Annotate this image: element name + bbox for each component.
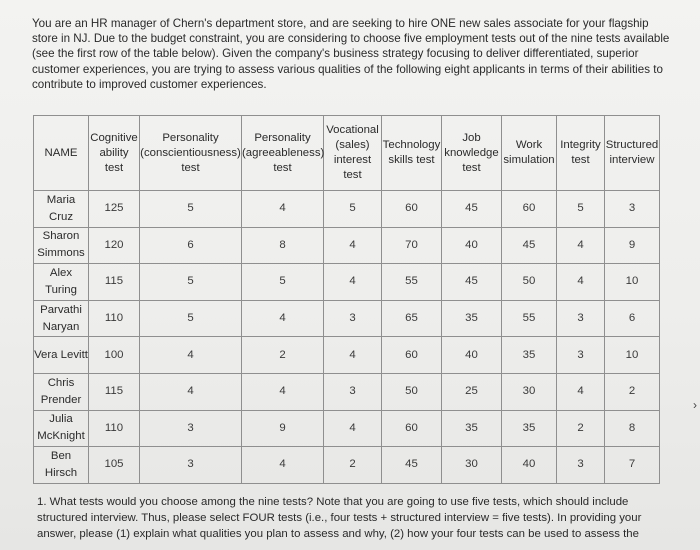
score-cell: 50 xyxy=(502,264,557,301)
score-cell: 100 xyxy=(89,337,140,374)
score-cell: 2 xyxy=(557,410,605,447)
score-cell: 10 xyxy=(605,264,660,301)
score-cell: 4 xyxy=(242,373,324,410)
score-cell: 45 xyxy=(442,264,502,301)
table-row xyxy=(34,264,660,301)
score-cell: 4 xyxy=(242,447,324,484)
table-row xyxy=(34,337,660,374)
applicant-name: Maria Cruz xyxy=(34,191,89,228)
applicant-name: Alex Turing xyxy=(34,264,89,301)
score-cell: 4 xyxy=(324,337,382,374)
score-cell: 3 xyxy=(605,191,660,228)
score-cell: 60 xyxy=(382,410,442,447)
score-cell: 7 xyxy=(605,447,660,484)
score-cell: 2 xyxy=(605,373,660,410)
score-cell: 115 xyxy=(89,373,140,410)
score-cell: 4 xyxy=(140,373,242,410)
score-cell: 40 xyxy=(442,227,502,264)
column-header: Personality (conscientiousness) test xyxy=(140,116,242,191)
score-cell: 70 xyxy=(382,227,442,264)
table-row xyxy=(34,300,660,337)
applicant-name: Sharon Simmons xyxy=(34,227,89,264)
column-header: Cognitive ability test xyxy=(89,116,140,191)
score-cell: 60 xyxy=(382,191,442,228)
score-cell: 5 xyxy=(242,264,324,301)
score-cell: 6 xyxy=(140,227,242,264)
score-cell: 3 xyxy=(140,447,242,484)
score-cell: 4 xyxy=(557,264,605,301)
score-cell: 3 xyxy=(324,300,382,337)
score-cell: 4 xyxy=(324,410,382,447)
score-cell: 40 xyxy=(502,447,557,484)
column-header: Personality (agreeableness) test xyxy=(242,116,324,191)
score-cell: 120 xyxy=(89,227,140,264)
score-cell: 2 xyxy=(242,337,324,374)
applicant-name: Ben Hirsch xyxy=(34,447,89,484)
score-cell: 3 xyxy=(557,337,605,374)
score-cell: 55 xyxy=(502,300,557,337)
score-cell: 2 xyxy=(324,447,382,484)
table-header-row xyxy=(34,116,660,191)
score-cell: 55 xyxy=(382,264,442,301)
score-cell: 65 xyxy=(382,300,442,337)
score-cell: 4 xyxy=(557,227,605,264)
score-cell: 45 xyxy=(502,227,557,264)
score-cell: 4 xyxy=(242,191,324,228)
score-cell: 4 xyxy=(324,227,382,264)
score-cell: 60 xyxy=(382,337,442,374)
score-cell: 5 xyxy=(140,191,242,228)
applicant-name: Vera Levitt xyxy=(34,337,89,374)
score-cell: 5 xyxy=(140,264,242,301)
score-cell: 4 xyxy=(324,264,382,301)
score-cell: 6 xyxy=(605,300,660,337)
column-header: Work simulation xyxy=(502,116,557,191)
score-cell: 35 xyxy=(442,410,502,447)
score-cell: 110 xyxy=(89,300,140,337)
table-row xyxy=(34,227,660,264)
table-row xyxy=(34,410,660,447)
score-cell: 45 xyxy=(442,191,502,228)
score-cell: 8 xyxy=(605,410,660,447)
score-cell: 8 xyxy=(242,227,324,264)
column-header: Job knowledge test xyxy=(442,116,502,191)
table-row xyxy=(34,447,660,484)
table-row xyxy=(34,191,660,228)
table-body xyxy=(34,191,660,484)
column-header: Technology skills test xyxy=(382,116,442,191)
question-1: 1. What tests would you choose among the nine tests? Note that you are going to use five tests, which should include structured interview. Thus, please select FOUR tests (i.e., four tests + structured interview = five tests). In providing your answer, please (1) explain what qualities you plan to assess and why, (2) how your four tests can be used to assess the xyxy=(37,496,642,540)
applicant-name: Julia McKnight xyxy=(34,410,89,447)
score-cell: 110 xyxy=(89,410,140,447)
score-cell: 9 xyxy=(605,227,660,264)
page-edge-arrow-icon: › xyxy=(693,398,697,412)
score-cell: 5 xyxy=(324,191,382,228)
intro-paragraph: You are an HR manager of Chern's department store, and are seeking to hire ONE new sales associate for your flagship store in NJ. Due to the budget constraint, you are considering to choose five employment tests out of the nine tests available (see the first row of the table below). Given the company's business strategy focusing to deliver differentiated, superior customer experiences, you are trying to assess various qualities of the following eight applicants in terms of their abilities to contribute to improved customer experiences. xyxy=(32,17,670,91)
score-cell: 30 xyxy=(442,447,502,484)
score-cell: 3 xyxy=(140,410,242,447)
score-cell: 125 xyxy=(89,191,140,228)
column-header-name: NAME xyxy=(34,116,89,191)
score-cell: 40 xyxy=(442,337,502,374)
score-cell: 60 xyxy=(502,191,557,228)
score-cell: 25 xyxy=(442,373,502,410)
score-cell: 5 xyxy=(140,300,242,337)
score-cell: 5 xyxy=(557,191,605,228)
score-cell: 10 xyxy=(605,337,660,374)
score-cell: 4 xyxy=(140,337,242,374)
column-header: Structured interview xyxy=(605,116,660,191)
score-cell: 50 xyxy=(382,373,442,410)
score-cell: 115 xyxy=(89,264,140,301)
score-cell: 35 xyxy=(502,410,557,447)
score-cell: 35 xyxy=(442,300,502,337)
column-header: Integrity test xyxy=(557,116,605,191)
score-cell: 9 xyxy=(242,410,324,447)
score-cell: 4 xyxy=(242,300,324,337)
applicant-name: Parvathi Naryan xyxy=(34,300,89,337)
score-cell: 4 xyxy=(557,373,605,410)
score-cell: 45 xyxy=(382,447,442,484)
column-header: Vocational (sales) interest test xyxy=(324,116,382,191)
score-cell: 3 xyxy=(324,373,382,410)
score-cell: 30 xyxy=(502,373,557,410)
table-row xyxy=(34,373,660,410)
applicant-scores-table xyxy=(33,115,660,484)
score-cell: 3 xyxy=(557,447,605,484)
score-cell: 3 xyxy=(557,300,605,337)
score-cell: 105 xyxy=(89,447,140,484)
score-cell: 35 xyxy=(502,337,557,374)
applicant-name: Chris Prender xyxy=(34,373,89,410)
